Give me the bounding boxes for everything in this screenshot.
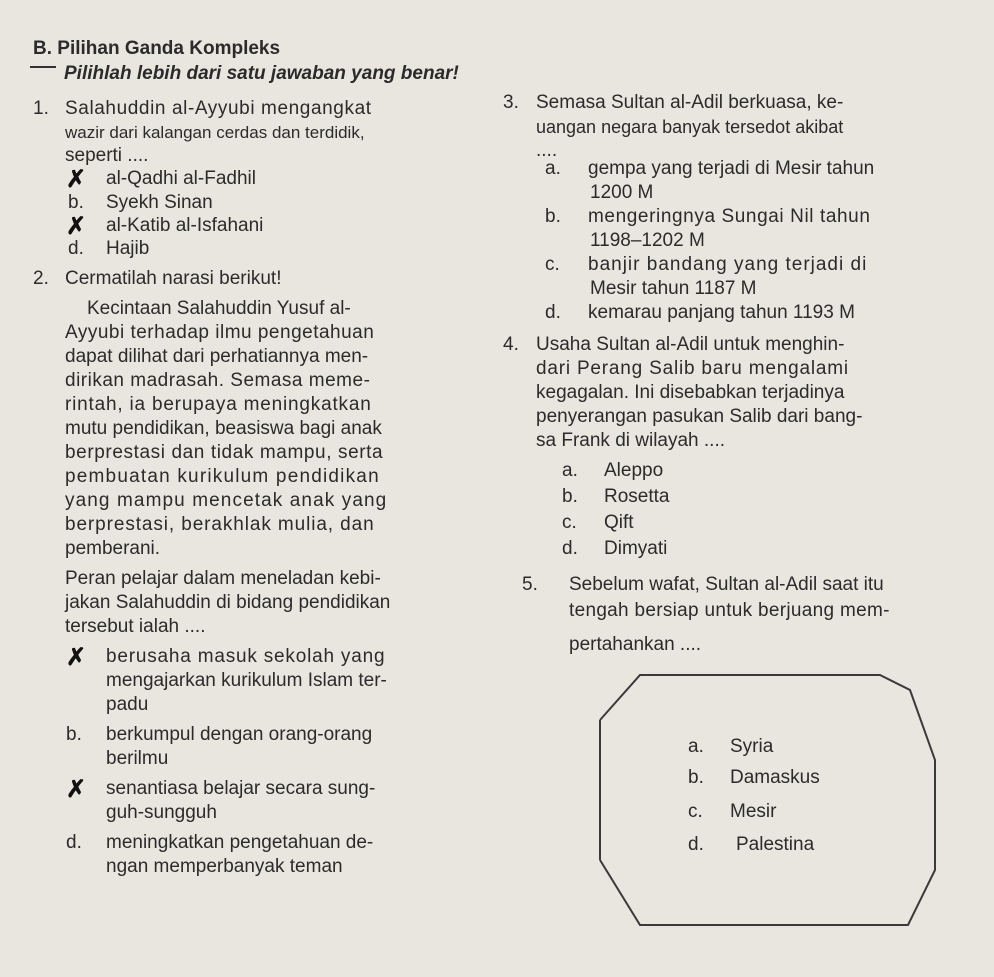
option-text-line: berilmu [106,748,169,769]
option-letter: a. [688,736,704,757]
option-text-line: senantiasa belajar secara sung- [106,778,376,799]
option-letter: d. [562,538,578,559]
section-heading: B. Pilihan Ganda Kompleks [33,38,281,59]
option-text-line: Mesir tahun 1187 M [590,278,757,299]
narrative-line: rintah, ia berupaya meningkatkan [65,394,372,415]
question-text-line: .... [536,140,558,161]
option-text-line: berusaha masuk sekolah yang [106,646,386,667]
question-number: 1. [33,98,49,119]
option-text: Hajib [106,238,150,259]
question-text-line: seperti .... [65,145,149,166]
question-text-line: penyerangan pasukan Salib dari bang- [536,406,863,427]
option-letter: b. [545,206,561,227]
option-text: Mesir [730,801,777,822]
option-letter: b. [688,767,704,788]
option-letter: d. [66,832,82,853]
option-text: Syria [730,736,774,757]
question-text-line: Usaha Sultan al-Adil untuk menghin- [536,334,845,355]
option-text-line: kemarau panjang tahun 1193 M [588,302,855,323]
option-text: Damaskus [730,767,820,788]
question-text-line: Semasa Sultan al-Adil berkuasa, ke- [536,92,844,113]
option-letter: a. [545,158,561,179]
option-text-line: guh-sungguh [106,802,217,823]
option-text-line: ngan memperbanyak teman [106,856,343,877]
option-text-line: 1198–1202 M [590,230,705,251]
question-text-line: tengah bersiap untuk berjuang mem- [569,600,890,621]
question-text-line: dari Perang Salib baru mengalami [536,358,849,379]
option-text: Palestina [736,834,815,855]
cross-mark: ✗ [66,776,87,803]
narrative-line: pembuatan kurikulum pendidikan [65,466,380,487]
narrative-line: Ayyubi terhadap ilmu pengetahuan [65,322,375,343]
option-text: Aleppo [604,460,664,481]
question-text-line: Cermatilah narasi berikut! [65,268,282,289]
question-number: 4. [503,334,519,355]
option-text-line: padu [106,694,149,715]
question-number: 2. [33,268,49,289]
option-letter: c. [688,801,703,822]
narrative-line: dapat dilihat dari perhatiannya men- [65,346,369,367]
option-letter: a. [562,460,578,481]
option-text-line: mengeringnya Sungai Nil tahun [588,206,871,227]
question-text-line: wazir dari kalangan cerdas dan terdidik, [65,123,365,142]
option-text: Qift [604,512,634,533]
option-text-line: gempa yang terjadi di Mesir tahun [588,158,875,179]
narrative-line: yang mampu mencetak anak yang [65,490,388,511]
option-text-line: banjir bandang yang terjadi di [588,254,868,275]
narrative-line: pemberani. [65,538,161,559]
cross-mark: ✗ [66,213,87,240]
narrative-line: mutu pendidikan, beasiswa bagi anak [65,418,382,439]
cross-mark: ✗ [66,644,87,671]
option-text: Dimyati [604,538,668,559]
narrative-line: berprestasi dan tidak mampu, serta [65,442,384,463]
cross-mark: ✗ [66,166,87,193]
question-text-line: sa Frank di wilayah .... [536,430,726,451]
question-number: 3. [503,92,519,113]
option-text: Syekh Sinan [106,192,213,213]
option-text-line: 1200 M [590,182,654,203]
option-letter: d. [545,302,561,323]
narrative-line: dirikan madrasah. Semasa meme- [65,370,371,391]
option-letter: d. [68,238,84,259]
option-text: Rosetta [604,486,670,507]
option-letter: c. [545,254,560,275]
question-text-line: Sebelum wafat, Sultan al-Adil saat itu [569,574,884,595]
option-letter: d. [688,834,704,855]
option-text: al-Qadhi al-Fadhil [106,168,256,189]
narrative-line: berprestasi, berakhlak mulia, dan [65,514,375,535]
option-text-line: mengajarkan kurikulum Islam ter- [106,670,387,691]
narrative-line: Kecintaan Salahuddin Yusuf al- [87,298,351,319]
question-text-line: pertahankan .... [569,634,702,655]
question-stem-line: Peran pelajar dalam meneladan kebi- [65,568,381,589]
section-instruction: Pilihlah lebih dari satu jawaban yang benar! [64,63,459,84]
option-text-line: meningkatkan pengetahuan de- [106,832,374,853]
question-stem-line: jakan Salahuddin di bidang pendidikan [65,592,391,613]
option-letter: b. [66,724,82,745]
question-text-line: Salahuddin al-Ayyubi mengangkat [65,98,372,119]
question-number: 5. [522,574,538,595]
question-stem-line: tersebut ialah .... [65,616,206,637]
heading-underline [30,66,56,68]
option-letter: c. [562,512,577,533]
option-text: al-Katib al-Isfahani [106,215,264,236]
option-text-line: berkumpul dengan orang-orang [106,724,373,745]
option-letter: b. [68,192,84,213]
option-letter: b. [562,486,578,507]
question-text-line: kegagalan. Ini disebabkan terjadinya [536,382,845,403]
question-text-line: uangan negara banyak tersedot akibat [536,117,844,137]
